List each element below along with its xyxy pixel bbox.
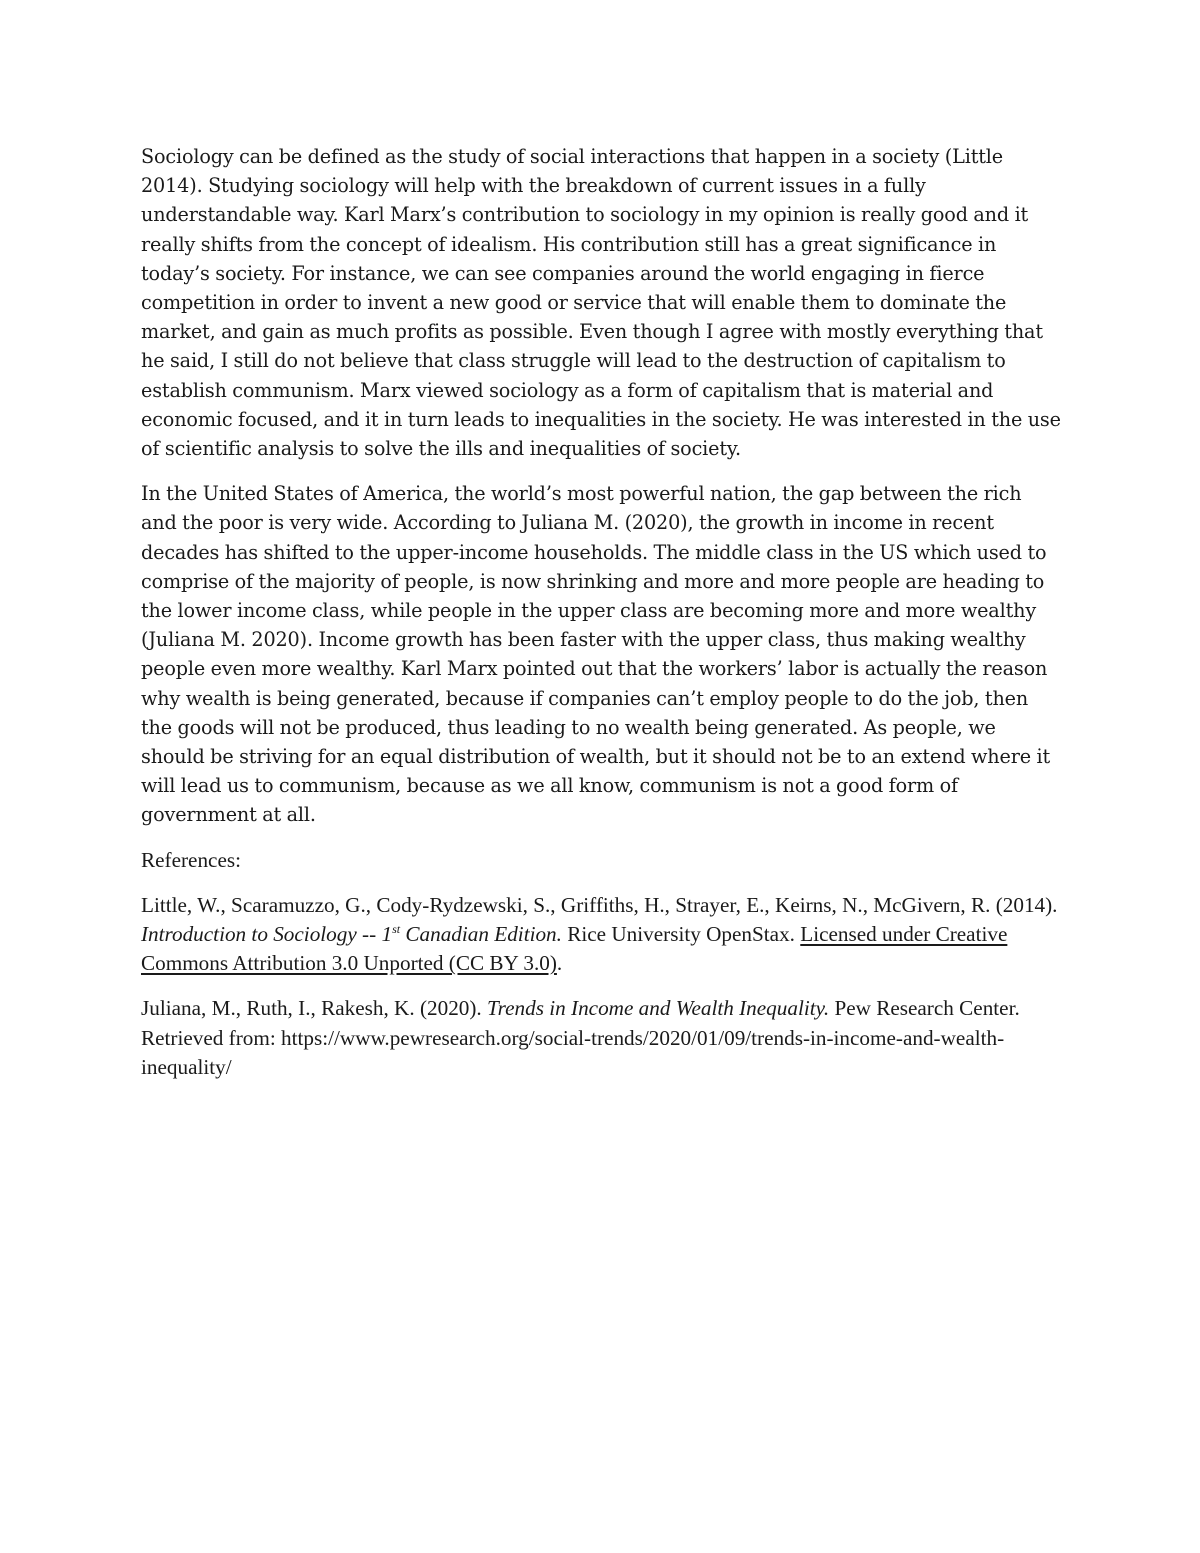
essay-paragraph-1: Sociology can be defined as the study of social interactions that happen in a society (Little 2014). Studying sociology will help with the breakdown of current issues in a fully understandable way. Karl Marx’s contribution to sociology in my opinion is really good and it really shifts from the concept of idealism. His contribution still has a great significance in today’s society. For instance, we can see companies around the world engaging in fierce competition in order to invent a new good or service that will enable them to dominate the market, and gain as much profits as possible. Even though I agree with mostly everything that he said, I still do not believe that class struggle will lead to the destruction of capitalism to establish communism. Marx viewed sociology as a form of capitalism that is material and economic focused, and it in turn leads to inequalities in the society. He was interested in the use of scientific analysis to solve the ills and inequalities of society. bbox=[141, 145, 1061, 461]
reference-title-rest: Canadian Edition. bbox=[400, 922, 562, 947]
reference-end: . bbox=[556, 951, 563, 976]
reference-title: Trends in Income and Wealth Inequality. bbox=[487, 996, 830, 1021]
reference-juliana-2020 bbox=[141, 994, 1061, 1082]
essay-paragraph-2: In the United States of America, the world’s most powerful nation, the gap between the rich and the poor is very wide. According to Juliana M. (2020), the growth in income in recent decades has shifted to the upper-income households. The middle class in the US which used to comprise of the majority of people, is now shrinking and more and more people are heading to the lower income class, while people in the upper class are becoming more and more wealthy (Juliana M. 2020). Income growth has been faster with the upper class, thus making wealthy people even more wealthy. Karl Marx pointed out that the workers’ labor is actually the reason why wealth is being generated, because if companies can’t employ people to do the job, then the goods will not be produced, thus leading to no wealth being generated. As people, we should be striving for an equal distribution of wealth, but it should not be to an extend where it will lead us to communism, because as we all know, communism is not a good form of government at all. bbox=[141, 482, 1051, 827]
reference-title bbox=[141, 922, 562, 946]
reference-little-2014 bbox=[141, 891, 1061, 979]
reference-authors: Juliana, M., Ruth, I., Rakesh, K. (2020). bbox=[141, 996, 488, 1021]
reference-authors: Little, W., Scaramuzzo, G., Cody-Rydzewski, S., Griffiths, H., Strayer, E., Keirns, N., McGivern, R. (2014). bbox=[141, 892, 1058, 917]
reference-title-superscript: st bbox=[392, 922, 401, 937]
license-link[interactable]: Licensed under Creative Commons Attribution 3.0 Unported (CC BY 3.0) bbox=[141, 922, 1008, 976]
reference-publisher: Rice University OpenStax. bbox=[561, 922, 801, 947]
references-heading: References: bbox=[141, 847, 241, 872]
document-body bbox=[141, 142, 1061, 1098]
reference-title-main: Introduction to Sociology -- 1 bbox=[141, 922, 393, 947]
reference-source: Pew Research Center. Retrieved from: https://www.pewresearch.org/social-trends/2020/01/09/trends-in-income-and-wealth-inequality/ bbox=[141, 996, 1020, 1079]
